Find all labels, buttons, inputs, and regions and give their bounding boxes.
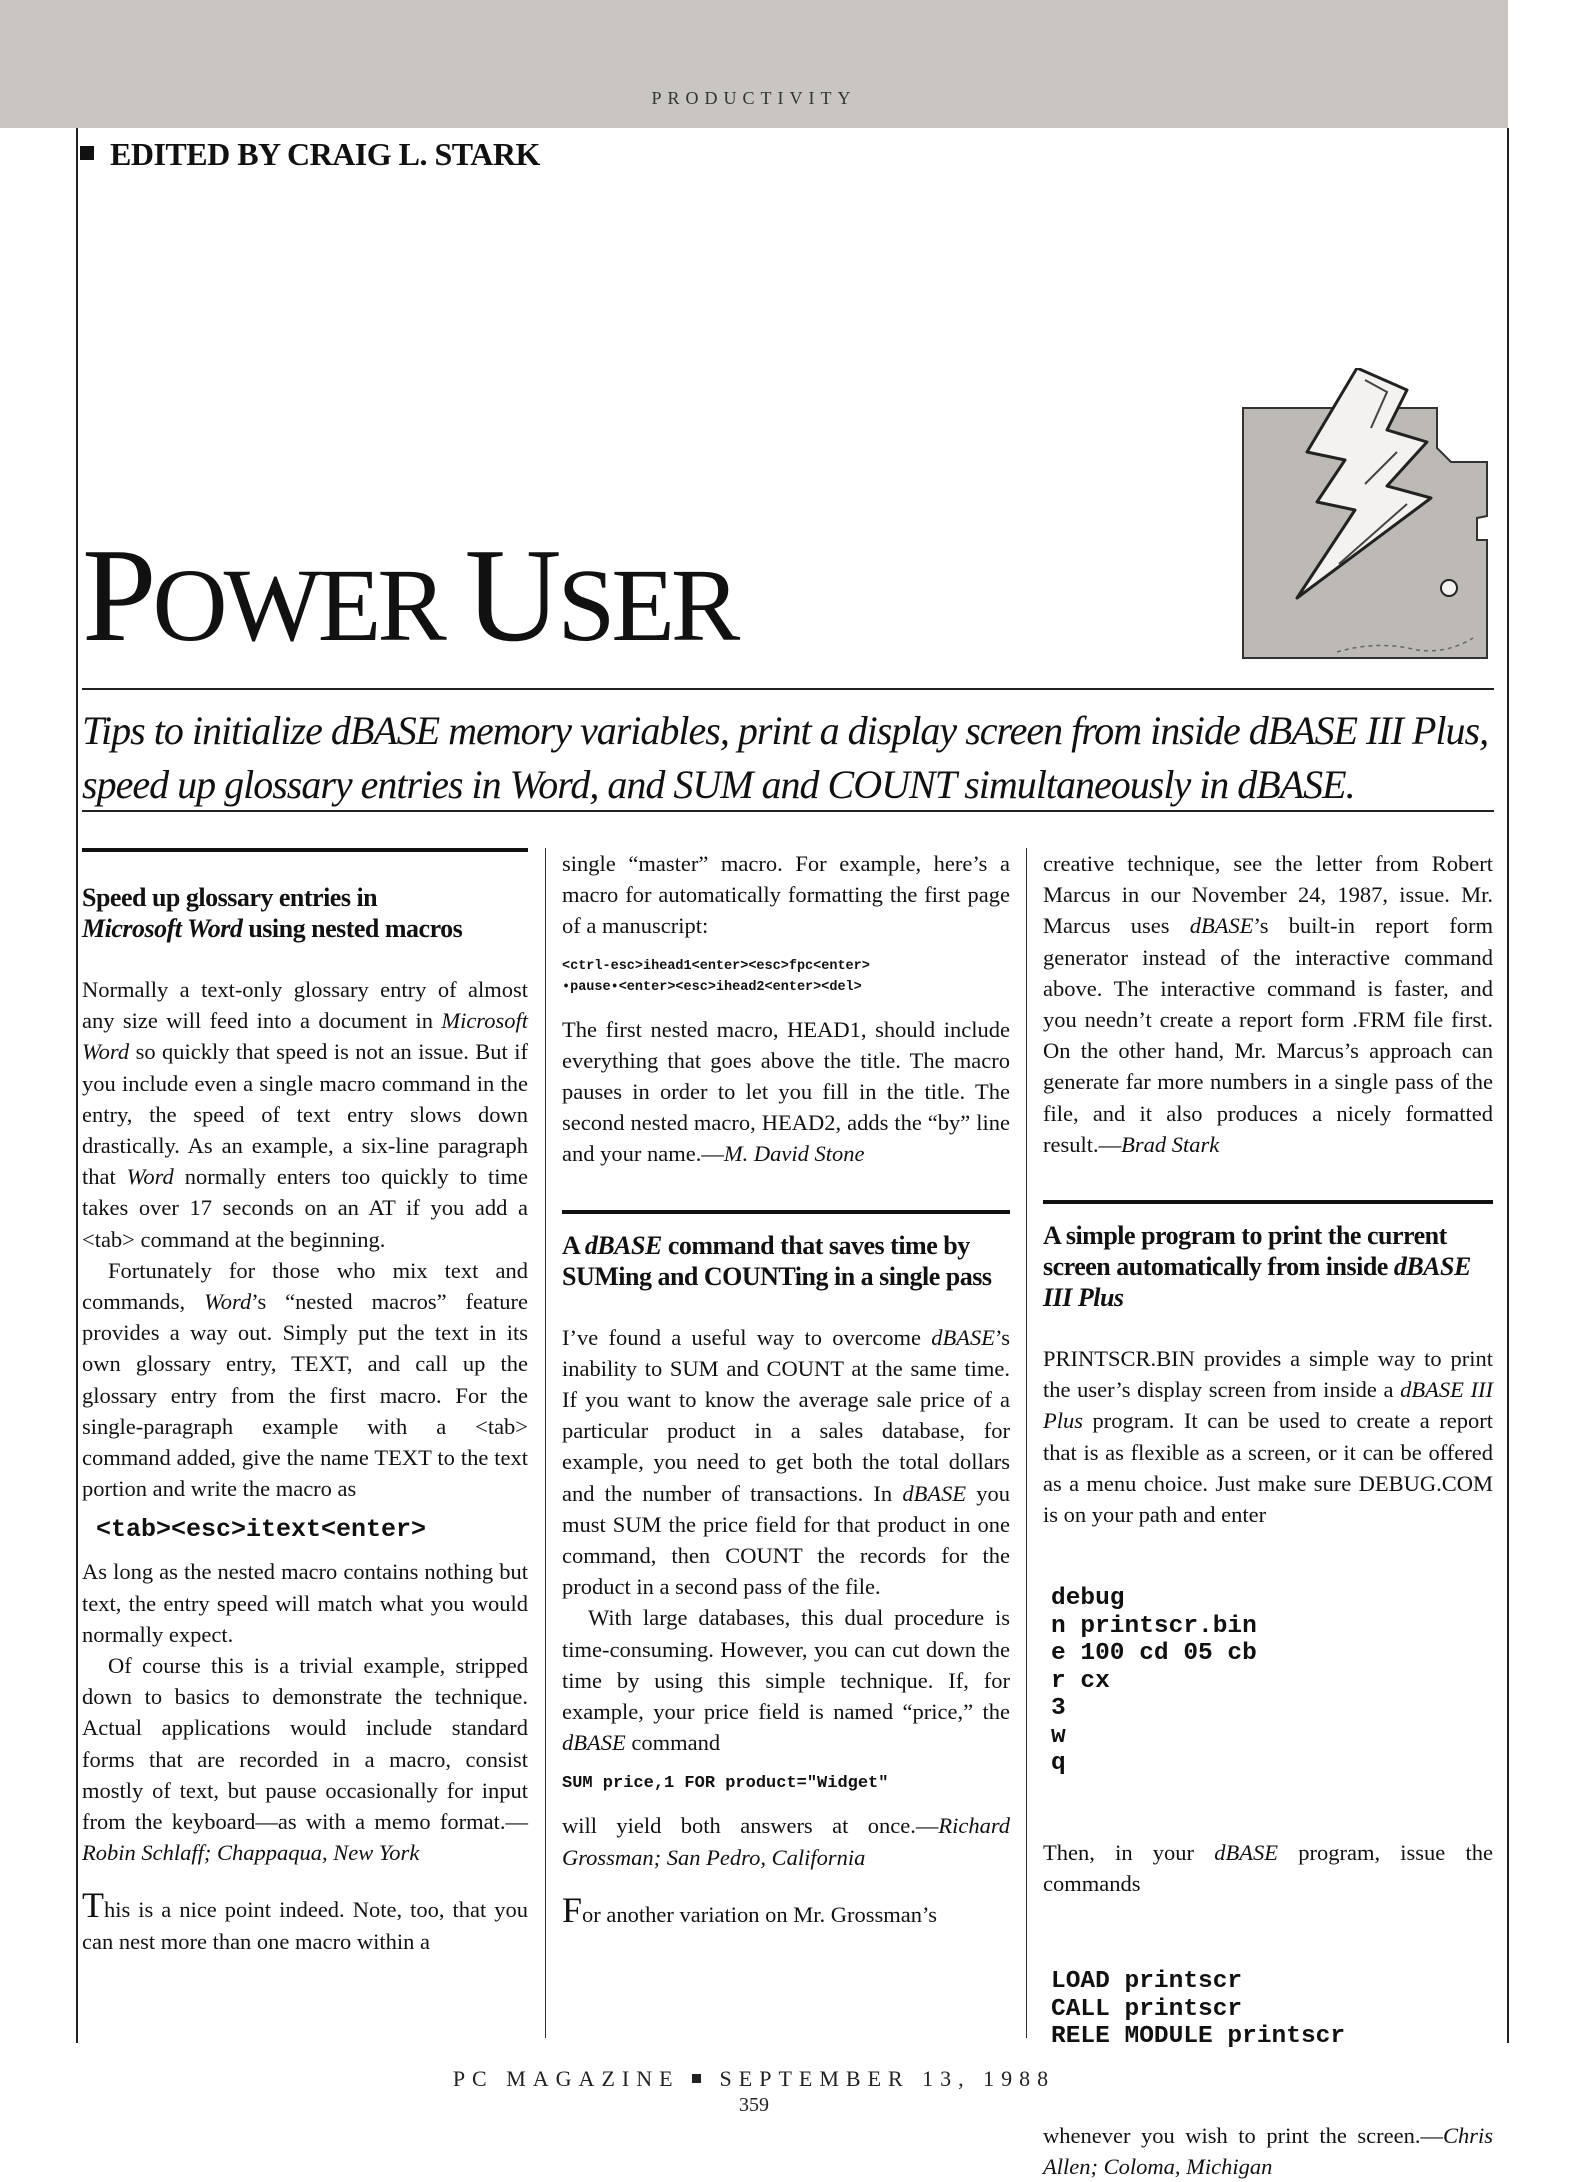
code-sum-command: SUM price,1 FOR product="Widget" bbox=[562, 1774, 889, 1794]
page-footer: PC MAGAZINE SEPTEMBER 13, 1988 bbox=[452, 2066, 1056, 2091]
section-bar bbox=[1043, 1200, 1493, 1204]
paragraph: With large databases, this dual procedure is time-consuming. However, you can cut down the time by using this simple technique. If, for example, your price field is named “price,” the dBASE command bbox=[562, 1605, 1010, 1756]
section-heading-sum-count: A dBASE command that saves time by SUMing and COUNTing in a single pass bbox=[562, 1230, 992, 1291]
section-bar bbox=[562, 1210, 1010, 1214]
column-divider-2 bbox=[1026, 848, 1027, 2038]
paragraph: Then, in your dBASE program, issue the commands bbox=[1043, 1839, 1493, 1896]
paragraph: Of course this is a trivial example, stripped down to basics to demonstrate the technique. Actual applications would include standard forms that are recorded in a macro, consist mostly of text, but pause occasionally for input from the keyboard—as with a memo format.—Robin Schlaff; Chappaqua, New York bbox=[82, 1653, 528, 1866]
paragraph: This is a nice point indeed. Note, too, that you can nest more than one macro within a bbox=[82, 1885, 528, 1954]
paragraph: will yield both answers at once.—Richard Grossman; San Pedro, California bbox=[562, 1813, 1010, 1870]
column-3 bbox=[1043, 848, 1493, 2182]
column-2 bbox=[562, 848, 1010, 1930]
paragraph: For another variation on Mr. Grossman’s bbox=[562, 1889, 937, 1930]
title-bottom-rule bbox=[82, 688, 1494, 690]
code-debug: debug n printscr.bin e 100 cd 05 cb r cx 3 w q bbox=[1051, 1585, 1257, 1778]
page-title: POWER USER bbox=[82, 521, 737, 669]
column-divider-1 bbox=[545, 848, 546, 2038]
paragraph: Normally a text-only glossary entry of almost any size will feed into a document in Microsoft Word so quickly that speed is not an issue. But if you include even a single macro command in the entry, the speed of text entry slows down drastically. As an example, a six-line paragraph that Word normally enters too quickly to time takes over 17 seconds on an AT if you add a <tab> command at the beginning. bbox=[82, 977, 528, 1252]
bullet-square-icon bbox=[80, 146, 94, 160]
section-label: PRODUCTIVITY bbox=[651, 88, 857, 108]
lightning-disk-icon bbox=[1237, 368, 1495, 660]
paragraph: whenever you wish to print the screen.—Chris Allen; Coloma, Michigan bbox=[1043, 2122, 1493, 2179]
section-heading-printscr: A simple program to print the current screen automatically from inside dBASE III Plus bbox=[1043, 1221, 1471, 1313]
paragraph: creative technique, see the letter from Robert Marcus in our November 24, 1987, issue. Mr. Marcus uses dBASE’s built-in report form generator instead of the interactive command above. The interactive command is faster, and you needn’t create a report form .FRM file first. On the other hand, Mr. Marcus’s approach can generate far more numbers in a single pass of the file, and it also produces a nicely formatted result.—Brad Stark bbox=[1043, 851, 1494, 1157]
paragraph: I’ve found a useful way to overcome dBASE’s inability to SUM and COUNT at the same time. If you want to know the average sale price of a particular product in a sales database, for example, you need to get both the total dollars and the number of transactions. In dBASE you must SUM the price field for that product in one command, then COUNT the records for the product in a second pass of the file. bbox=[562, 1324, 1010, 1600]
section-bar bbox=[82, 848, 528, 852]
frame-left-rule bbox=[76, 128, 78, 2043]
frame-right-rule bbox=[1507, 128, 1509, 2043]
paragraph: PRINTSCR.BIN provides a simple way to print the user’s display screen from inside a dBASE III Plus program. It can be used to create a report that is as flexible as a screen, or it can be offered as a menu choice. Just make sure DEBUG.COM is on your path and enter bbox=[1043, 1346, 1493, 1528]
editor-credit: EDITED BY CRAIG L. STARK bbox=[80, 136, 540, 173]
paragraph: As long as the nested macro contains nothing but text, the entry speed will match what you would normally expect. bbox=[82, 1559, 528, 1647]
paragraph: single “master” macro. For example, here’s a macro for automatically formatting the first page of a manuscript: bbox=[562, 851, 1010, 939]
article-deck: Tips to initialize dBASE memory variables, print a display screen from inside dBASE III Plus, speed up glossary entries in Word, and SUM and COUNT simultaneously in dBASE. bbox=[82, 708, 1489, 807]
code-master-macro: <ctrl-esc>ihead1<enter><esc>fpc<enter> •pause•<enter><esc>ihead2<enter><del> bbox=[562, 958, 870, 995]
paragraph: Fortunately for those who mix text and commands, Word’s “nested macros” feature provides a way out. Simply put the text in its own glossary entry, TEXT, and call up the glossary entry from the first macro. For the single-paragraph example with a <tab> command added, give the name TEXT to the text portion and write the macro as bbox=[82, 1257, 529, 1502]
paragraph: The first nested macro, HEAD1, should include everything that goes above the title. The macro pauses in order to let you fill in the title. The second nested macro, HEAD2, adds the “by” line and your name.—M. David Stone bbox=[562, 1016, 1010, 1167]
bullet-square-icon bbox=[692, 2074, 701, 2083]
page-number: 359 bbox=[739, 2094, 769, 2116]
code-load-call: LOAD printscr CALL printscr RELE MODULE printscr bbox=[1051, 1968, 1346, 2051]
deck-bottom-rule bbox=[82, 810, 1494, 812]
section-heading-glossary: Speed up glossary entries in Microsoft Word using nested macros bbox=[82, 883, 463, 943]
column-1 bbox=[82, 848, 528, 1957]
code-macro: <tab><esc>itext<enter> bbox=[96, 1515, 427, 1545]
